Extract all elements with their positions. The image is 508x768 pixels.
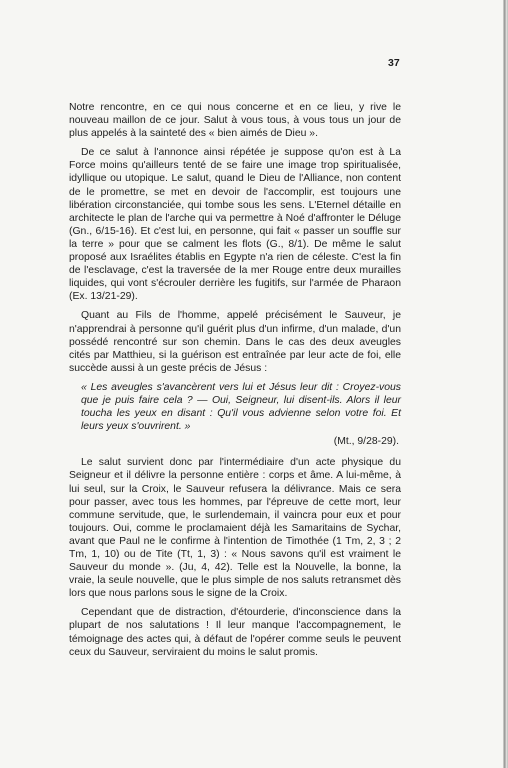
page-edge — [503, 0, 508, 768]
scripture-quote: « Les aveugles s'avancèrent vers lui et Jésus leur dit : Croyez-vous que je puis faire cela ? — Oui, Seigneur, lui disent-ils. Alors il leur toucha les yeux en disant : Qu'il vous advienne selon votre foi. Et leurs yeux s'ouvrirent. » — [81, 381, 401, 433]
paragraph-2: De ce salut à l'annonce ainsi répétée je suppose qu'on est à La Force moins qu'ailleurs tenté de se faire une image trop spiritualisée, idyllique ou utopique. Le salut, quand le Dieu de l'Alliance, non content de le promettre, se met en devoir de l'accomplir, est toujours une libération circonstanciée, qui tombe sous les sens. L'Eternel détaille en architecte le plan de l'arche qui va permettre à Noé d'affronter le Déluge (Gn., 6/15-16). Et c'est lui, en personne, qui fait « passer un souffle sur la terre » pour que se calment les flots (G., 8/1). De même le salut proposé aux Israélites établis en Egypte n'a rien de céleste. C'est la fin de l'esclavage, c'est la traversée de la mer Rouge entre deux murailles liquides, qui vont s'écrouler derrière les fugitifs, sur l'armée de Pharaon (Ex. 13/21-29). — [69, 147, 401, 303]
paragraph-1: Notre rencontre, en ce qui nous concerne et en ce lieu, y rive le nouveau maillon de ce jour. Salut à vous tous, à vous tous un jour de plus appelés à la sainteté des « bien aimés de Dieu ». — [69, 102, 401, 140]
quote-reference: (Mt., 9/28-29). — [333, 436, 399, 448]
paragraph-5: Cependant que de distraction, d'étourderie, d'inconscience dans la plupart de nos salutations ! Il leur manque l'accompagnement, le témoignage des actes qui, à défaut de l'opérer comme seuls le peuvent ceux du Sauveur, serviraient du moins le salut promis. — [69, 607, 401, 658]
page-body — [69, 101, 401, 665]
paragraph-3: Quant au Fils de l'homme, appelé précisément le Sauveur, je n'apprendrai à personne qu'il guérit plus d'un infirme, d'un malade, d'un possédé rencontré sur son chemin. Dans le cas des deux aveugles cités par Matthieu, si la guérison est entraînée par leur acte de foi, elle succède aussi à un geste précis de Jésus : — [69, 310, 401, 374]
paragraph-4: Le salut survient donc par l'intermédiaire d'un acte physique du Seigneur et il délivre la personne entière : corps et âme. A lui-même, à lui seul, sur la Croix, le Sauveur refusera la délivrance. Mais ce sera pour passer, avec tous les hommes, par l'épreuve de cette mort, leur commune servitude, que, le surlendemain, il vaincra pour eux et pour toujours. Oui, comme le proclamaient déjà les Samaritains de Sychar, avant que Paul ne le confirme à l'intention de Timothée (1 Tm, 2, 3 ; 2 Tm, 1, 10) ou de Tite (Tt, 1, 3) : « Nous savons qu'il est vraiment le Sauveur du monde ». (Ju, 4, 42). Telle est la Nouvelle, la bonne, la vraie, la seule nouvelle, que le plus simple de nos saluts retransmet dès lors que nous parlons sous le signe de la Croix. — [69, 457, 401, 600]
page-number: 37 — [388, 57, 400, 69]
